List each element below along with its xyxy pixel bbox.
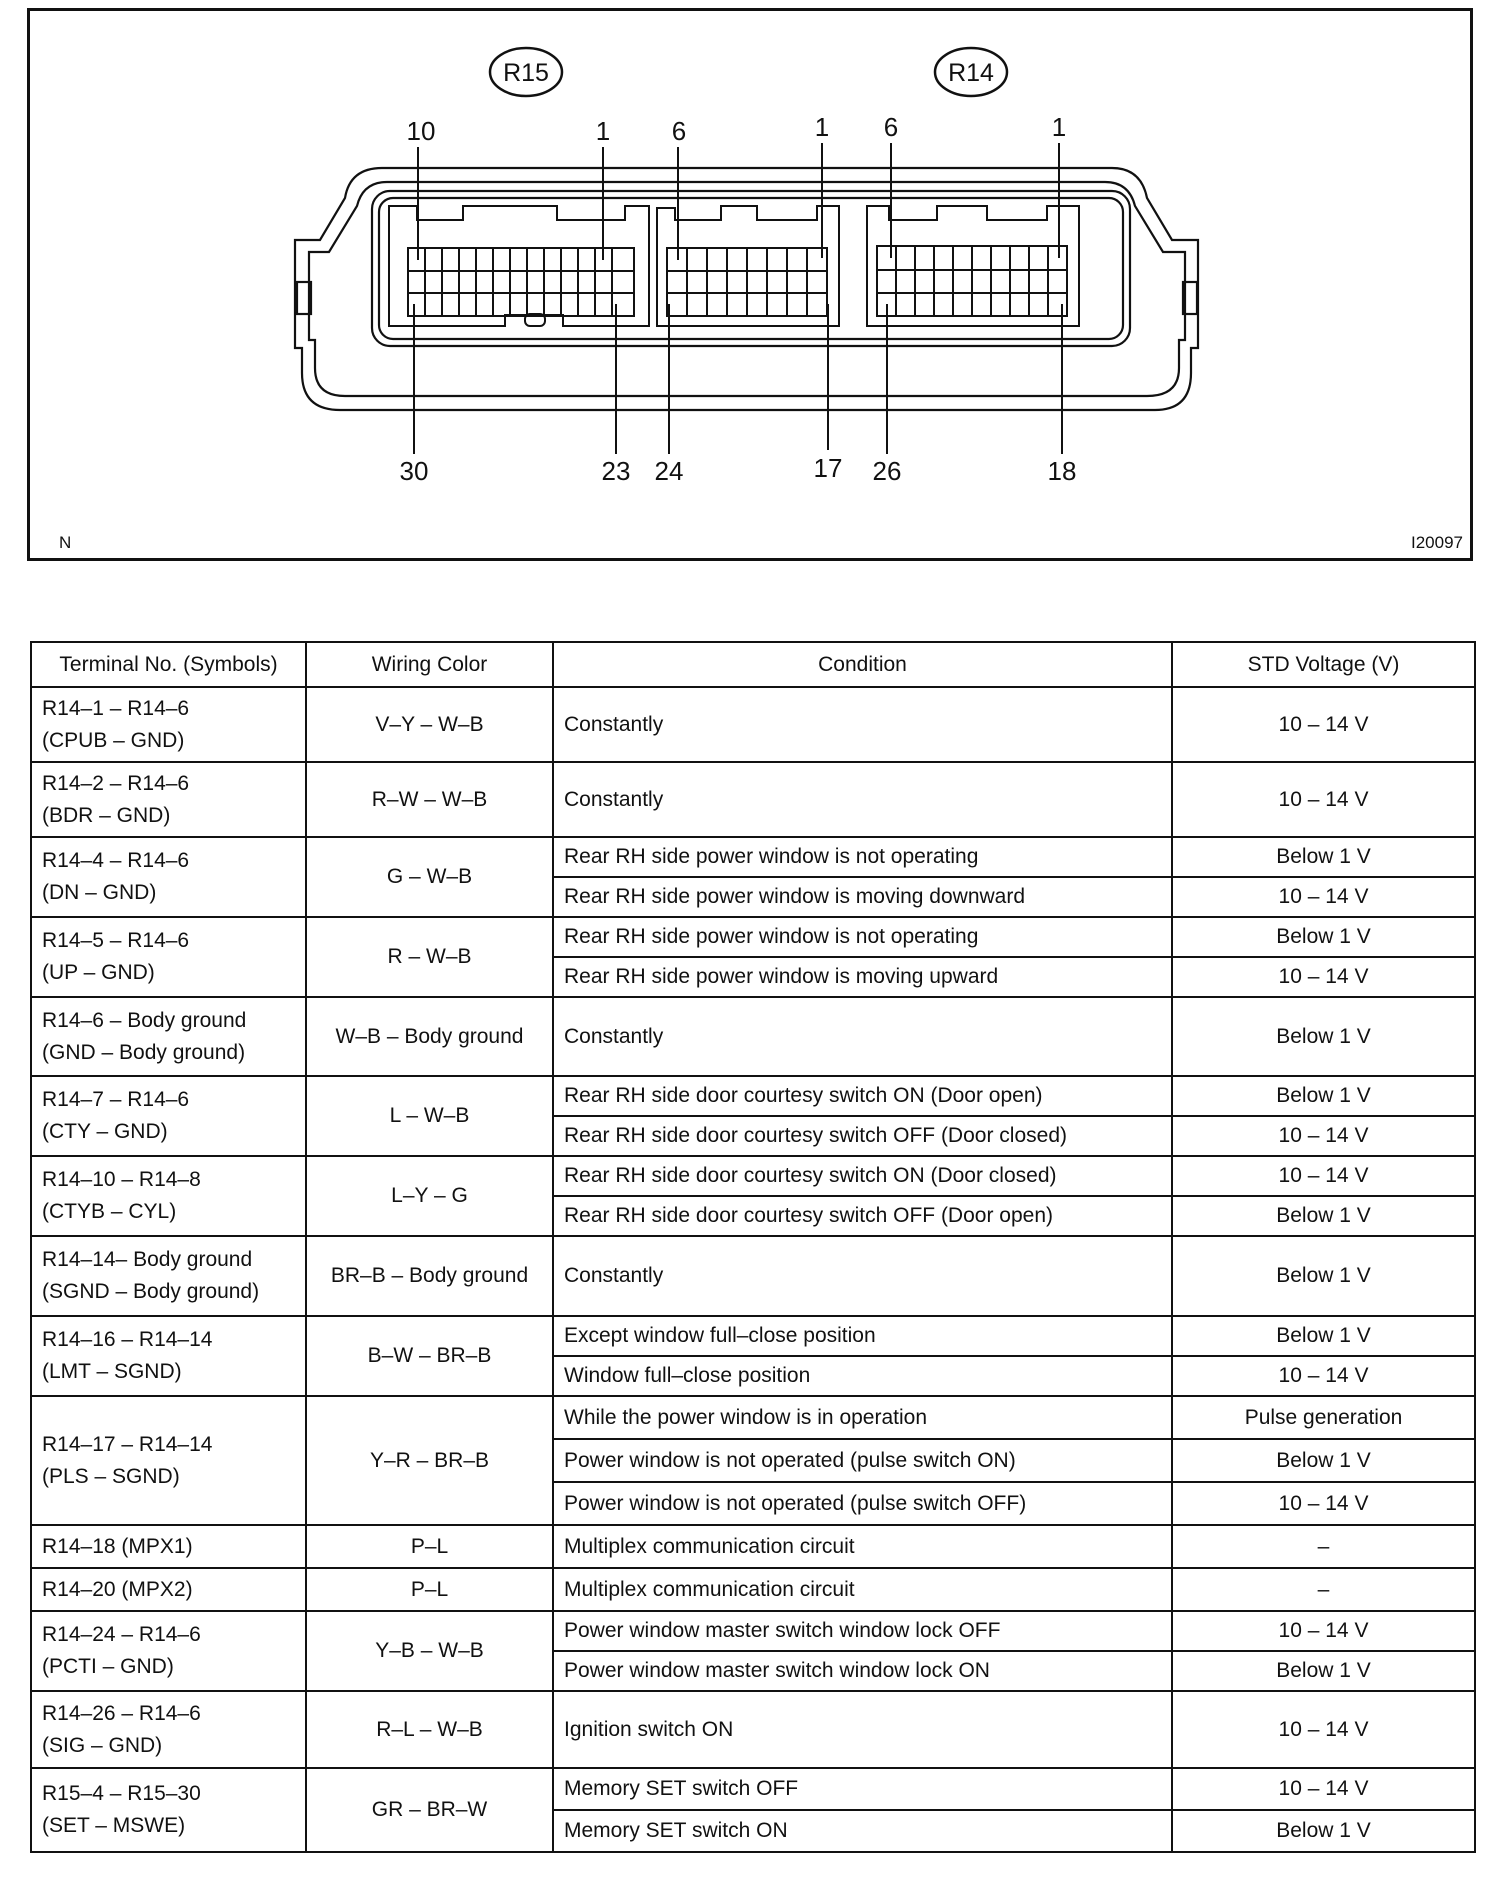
condition-cell: Power window is not operated (pulse switch ON) — [553, 1439, 1172, 1482]
terminal-line: (CTY – GND) — [42, 1120, 168, 1143]
pin-label-r14-6: 6 — [883, 112, 899, 142]
wiring-color-cell: Y–B – W–B — [306, 1611, 553, 1691]
diagram-corner-right: I20097 — [1411, 533, 1463, 552]
table-row — [31, 1691, 1475, 1768]
table-row — [31, 762, 1475, 837]
condition-cell: Rear RH side door courtesy switch OFF (Door closed) — [553, 1116, 1172, 1156]
terminal-cell — [31, 1396, 306, 1525]
terminal-line: (LMT – SGND) — [42, 1360, 182, 1383]
pin-label-r14-1: 1 — [1051, 112, 1067, 142]
diagram-corner-left: N — [59, 533, 72, 552]
wiring-color-cell: P–L — [306, 1525, 553, 1568]
terminal-cell — [31, 997, 306, 1076]
table-row — [31, 1236, 1475, 1316]
terminal-cell — [31, 1156, 306, 1236]
condition-cell: Constantly — [553, 762, 1172, 837]
condition-cell: Rear RH side power window is not operating — [553, 917, 1172, 957]
wiring-color-cell: B–W – BR–B — [306, 1316, 553, 1396]
voltage-cell: 10 – 14 V — [1172, 762, 1475, 837]
table-row — [31, 1568, 1475, 1611]
terminal-line: (BDR – GND) — [42, 803, 171, 827]
terminal-cell — [31, 1611, 306, 1691]
terminal-cell — [31, 1316, 306, 1396]
pin-label-r15-17: 17 — [813, 453, 843, 483]
wiring-color-cell: R–W – W–B — [306, 762, 553, 837]
terminal-line: R14–18 (MPX1) — [42, 1534, 193, 1558]
wiring-color-cell: V–Y – W–B — [306, 687, 553, 762]
pin-label-r15-1: 1 — [595, 116, 611, 146]
table-row — [31, 1611, 1475, 1651]
terminal-line: R14–1 – R14–6 — [42, 696, 190, 720]
terminal-line: R14–26 – R14–6 — [42, 1701, 201, 1725]
terminal-cell — [31, 1076, 306, 1156]
condition-cell: Ignition switch ON — [553, 1691, 1172, 1768]
wiring-color-cell: R–L – W–B — [306, 1691, 553, 1768]
table-row — [31, 1316, 1475, 1356]
terminal-cell — [31, 762, 306, 837]
connector-diagram — [27, 8, 1473, 561]
terminal-line: R14–5 – R14–6 — [42, 929, 190, 952]
table-body — [31, 687, 1475, 1852]
voltage-cell: 10 – 14 V — [1172, 1156, 1475, 1196]
pin-label-r15-24: 24 — [654, 456, 684, 486]
voltage-cell: – — [1172, 1525, 1475, 1568]
wiring-color-cell: BR–B – Body ground — [306, 1236, 553, 1316]
voltage-cell: 10 – 14 V — [1172, 1611, 1475, 1651]
table-row — [31, 917, 1475, 957]
voltage-cell: Below 1 V — [1172, 837, 1475, 877]
table-row — [31, 1768, 1475, 1810]
wiring-color-cell: P–L — [306, 1568, 553, 1611]
voltage-cell: 10 – 14 V — [1172, 1691, 1475, 1768]
terminal-line: R14–20 (MPX2) — [42, 1577, 193, 1601]
diagram-frame — [29, 10, 1472, 560]
terminal-line: (SGND – Body ground) — [42, 1280, 260, 1303]
pin-label-r14-18: 18 — [1047, 456, 1077, 486]
terminal-cell — [31, 1236, 306, 1316]
pin-label-r15-6: 6 — [671, 116, 687, 146]
table-row — [31, 837, 1475, 877]
wiring-color-cell: GR – BR–W — [306, 1768, 553, 1852]
pin-label-r15-1b: 1 — [814, 112, 830, 142]
terminal-line: (UP – GND) — [42, 961, 155, 984]
terminal-line: R14–16 – R14–14 — [42, 1328, 213, 1351]
terminal-line: (GND – Body ground) — [42, 1040, 246, 1064]
terminal-line: (CTYB – CYL) — [42, 1200, 177, 1223]
voltage-cell: Below 1 V — [1172, 1236, 1475, 1316]
terminal-cell — [31, 1768, 306, 1852]
terminal-cell — [31, 1568, 306, 1611]
condition-cell: Rear RH side door courtesy switch ON (Door open) — [553, 1076, 1172, 1116]
header-wiring-color: Wiring Color — [306, 642, 553, 687]
terminal-line: (SIG – GND) — [42, 1733, 163, 1757]
header-condition: Condition — [553, 642, 1172, 687]
terminal-cell — [31, 1525, 306, 1568]
voltage-cell: 10 – 14 V — [1172, 1356, 1475, 1396]
condition-cell: Power window master switch window lock ON — [553, 1651, 1172, 1691]
table-row — [31, 997, 1475, 1076]
svg-text:R15: R15 — [503, 59, 549, 87]
table-row — [31, 1076, 1475, 1116]
table-header-row — [31, 642, 1475, 687]
voltage-cell: Below 1 V — [1172, 997, 1475, 1076]
condition-cell: Power window is not operated (pulse switch OFF) — [553, 1482, 1172, 1525]
voltage-cell: Below 1 V — [1172, 917, 1475, 957]
voltage-cell: 10 – 14 V — [1172, 877, 1475, 917]
header-terminal: Terminal No. (Symbols) — [31, 642, 306, 687]
condition-cell: Rear RH side power window is moving downward — [553, 877, 1172, 917]
voltage-cell: Below 1 V — [1172, 1439, 1475, 1482]
voltage-cell: 10 – 14 V — [1172, 1116, 1475, 1156]
voltage-cell: Below 1 V — [1172, 1076, 1475, 1116]
pin-label-r15-23: 23 — [601, 456, 631, 486]
svg-text:R14: R14 — [948, 59, 994, 87]
voltage-cell: Pulse generation — [1172, 1396, 1475, 1439]
terminal-line: R14–4 – R14–6 — [42, 849, 190, 872]
condition-cell: Power window master switch window lock OFF — [553, 1611, 1172, 1651]
terminal-line: R14–10 – R14–8 — [42, 1168, 201, 1191]
wiring-color-cell: L–Y – G — [306, 1156, 553, 1236]
terminal-cell — [31, 917, 306, 997]
terminal-line: (PCTI – GND) — [42, 1655, 174, 1678]
pin-label-r15-30: 30 — [399, 456, 429, 486]
condition-cell: Except window full–close position — [553, 1316, 1172, 1356]
wiring-color-cell: Y–R – BR–B — [306, 1396, 553, 1525]
condition-cell: Rear RH side power window is not operating — [553, 837, 1172, 877]
voltage-cell: Below 1 V — [1172, 1316, 1475, 1356]
condition-cell: Multiplex communication circuit — [553, 1525, 1172, 1568]
condition-cell: Constantly — [553, 1236, 1172, 1316]
header-voltage: STD Voltage (V) — [1172, 642, 1475, 687]
voltage-cell: 10 – 14 V — [1172, 957, 1475, 997]
terminal-line: R14–7 – R14–6 — [42, 1088, 190, 1111]
terminal-line: R14–24 – R14–6 — [42, 1623, 201, 1646]
terminal-line: R14–2 – R14–6 — [42, 771, 190, 795]
condition-cell: Memory SET switch OFF — [553, 1768, 1172, 1810]
voltage-cell: 10 – 14 V — [1172, 687, 1475, 762]
table-row — [31, 1396, 1475, 1439]
table-row — [31, 1525, 1475, 1568]
terminal-line: (DN – GND) — [42, 881, 157, 904]
wiring-color-cell: G – W–B — [306, 837, 553, 917]
pin-label-r14-26: 26 — [872, 456, 902, 486]
terminal-line: R14–6 – Body ground — [42, 1008, 247, 1032]
terminal-line: R14–17 – R14–14 — [42, 1432, 213, 1456]
condition-cell: Multiplex communication circuit — [553, 1568, 1172, 1611]
terminal-line: R15–4 – R15–30 — [42, 1782, 201, 1805]
voltage-cell: 10 – 14 V — [1172, 1482, 1475, 1525]
condition-cell: Rear RH side door courtesy switch ON (Door closed) — [553, 1156, 1172, 1196]
terminal-spec-table — [30, 641, 1476, 1853]
terminal-cell — [31, 1691, 306, 1768]
wiring-color-cell: W–B – Body ground — [306, 997, 553, 1076]
voltage-cell: 10 – 14 V — [1172, 1768, 1475, 1810]
voltage-cell: Below 1 V — [1172, 1810, 1475, 1852]
voltage-cell: Below 1 V — [1172, 1651, 1475, 1691]
pin-label-r15-10: 10 — [406, 116, 436, 146]
terminal-cell — [31, 687, 306, 762]
wiring-color-cell: L – W–B — [306, 1076, 553, 1156]
table-row — [31, 687, 1475, 762]
terminal-cell — [31, 837, 306, 917]
condition-cell: Rear RH side door courtesy switch OFF (Door open) — [553, 1196, 1172, 1236]
condition-cell: Rear RH side power window is moving upward — [553, 957, 1172, 997]
condition-cell: Constantly — [553, 687, 1172, 762]
voltage-cell: Below 1 V — [1172, 1196, 1475, 1236]
terminal-line: (SET – MSWE) — [42, 1814, 186, 1837]
terminal-line: (PLS – SGND) — [42, 1464, 180, 1488]
terminal-line: (CPUB – GND) — [42, 728, 185, 752]
condition-cell: Window full–close position — [553, 1356, 1172, 1396]
wiring-color-cell: R – W–B — [306, 917, 553, 997]
terminal-line: R14–14– Body ground — [42, 1248, 253, 1271]
condition-cell: Memory SET switch ON — [553, 1810, 1172, 1852]
condition-cell: While the power window is in operation — [553, 1396, 1172, 1439]
table-row — [31, 1156, 1475, 1196]
voltage-cell: – — [1172, 1568, 1475, 1611]
condition-cell: Constantly — [553, 997, 1172, 1076]
